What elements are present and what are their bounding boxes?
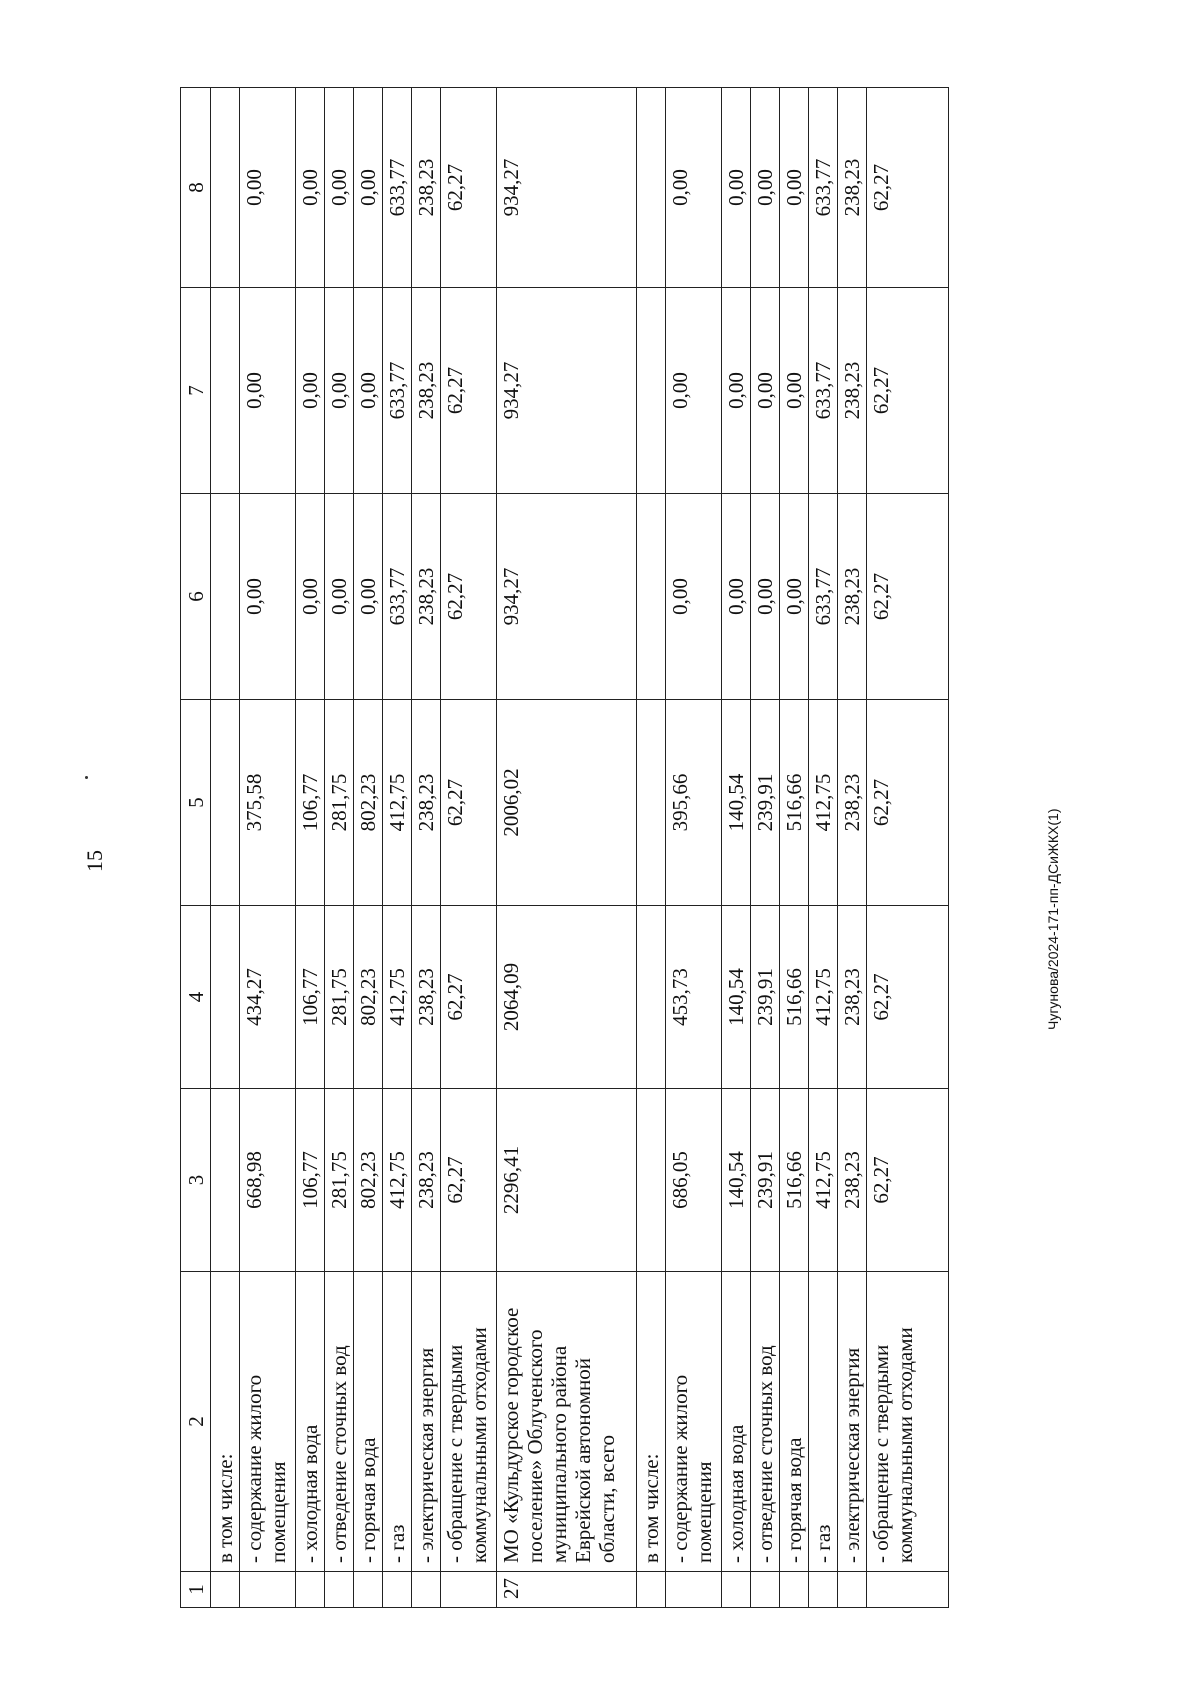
- value-cell: 0,00: [722, 88, 751, 288]
- value-cell: 0,00: [240, 494, 296, 700]
- value-cell: 62,27: [867, 494, 949, 700]
- table-row: [637, 88, 666, 1608]
- value-cell: 106,77: [296, 906, 325, 1089]
- value-cell: [211, 1089, 240, 1272]
- value-cell: 239,91: [751, 906, 780, 1089]
- value-cell: 238,23: [838, 288, 867, 494]
- value-cell: 238,23: [412, 288, 441, 494]
- value-cell: 0,00: [666, 88, 722, 288]
- value-cell: 934,27: [497, 88, 637, 288]
- value-cell: 686,05: [666, 1089, 722, 1272]
- header-row: [181, 88, 211, 1608]
- value-cell: [637, 1089, 666, 1272]
- table-row: [809, 88, 838, 1608]
- value-cell: 62,27: [867, 1089, 949, 1272]
- table-row: [780, 88, 809, 1608]
- value-cell: 434,27: [240, 906, 296, 1089]
- indicator-name-cell: - горячая вода: [354, 1272, 383, 1572]
- value-cell: 140,54: [722, 906, 751, 1089]
- value-cell: 0,00: [780, 288, 809, 494]
- value-cell: 238,23: [412, 700, 441, 906]
- value-cell: [637, 494, 666, 700]
- row-number-cell: [354, 1572, 383, 1608]
- value-cell: 106,77: [296, 700, 325, 906]
- table-body: [181, 88, 949, 1608]
- row-number-cell: [838, 1572, 867, 1608]
- indicator-name-cell: - обращение с твердыми коммунальными отходами: [867, 1272, 949, 1572]
- indicator-name-cell: - отведение сточных вод: [751, 1272, 780, 1572]
- value-cell: 395,66: [666, 700, 722, 906]
- value-cell: [637, 906, 666, 1089]
- row-number-cell: [867, 1572, 949, 1608]
- value-cell: 633,77: [383, 494, 412, 700]
- value-cell: 0,00: [722, 288, 751, 494]
- value-cell: [211, 906, 240, 1089]
- value-cell: 633,77: [383, 288, 412, 494]
- scan-speck: [85, 776, 88, 779]
- value-cell: 633,77: [809, 494, 838, 700]
- value-cell: 2296,41: [497, 1089, 637, 1272]
- row-number-cell: 27: [497, 1572, 637, 1608]
- value-cell: 238,23: [838, 906, 867, 1089]
- value-cell: 516,66: [780, 1089, 809, 1272]
- row-number-cell: [637, 1572, 666, 1608]
- value-cell: 0,00: [751, 88, 780, 288]
- table-row: [722, 88, 751, 1608]
- value-cell: [211, 700, 240, 906]
- value-cell: 239,91: [751, 700, 780, 906]
- table-row: [240, 88, 296, 1608]
- value-cell: 0,00: [296, 494, 325, 700]
- indicator-name-cell: - электрическая энергия: [412, 1272, 441, 1572]
- value-cell: 0,00: [780, 494, 809, 700]
- value-cell: 238,23: [838, 494, 867, 700]
- table-row: [867, 88, 949, 1608]
- value-cell: 62,27: [441, 88, 497, 288]
- value-cell: 668,98: [240, 1089, 296, 1272]
- value-cell: 62,27: [441, 906, 497, 1089]
- indicator-name-cell: - содержание жилого помещения: [666, 1272, 722, 1572]
- indicator-name-cell: в том числе:: [211, 1272, 240, 1572]
- rotated-table-container: [180, 88, 1080, 1608]
- value-cell: 140,54: [722, 1089, 751, 1272]
- value-cell: 453,73: [666, 906, 722, 1089]
- value-cell: 0,00: [780, 88, 809, 288]
- value-cell: 62,27: [441, 288, 497, 494]
- value-cell: 412,75: [809, 906, 838, 1089]
- row-number-cell: [383, 1572, 412, 1608]
- row-number-cell: [412, 1572, 441, 1608]
- value-cell: 0,00: [296, 288, 325, 494]
- value-cell: 239,91: [751, 1089, 780, 1272]
- value-cell: 0,00: [354, 88, 383, 288]
- value-cell: 802,23: [354, 906, 383, 1089]
- header-cell: 5: [181, 700, 211, 906]
- value-cell: [637, 288, 666, 494]
- value-cell: 62,27: [441, 1089, 497, 1272]
- value-cell: 0,00: [325, 288, 354, 494]
- document-footer: Чугунова/2024-171-пп-ДСиЖКХ(1): [1045, 808, 1061, 1030]
- value-cell: 412,75: [383, 700, 412, 906]
- value-cell: 238,23: [412, 906, 441, 1089]
- value-cell: 375,58: [240, 700, 296, 906]
- value-cell: 412,75: [809, 700, 838, 906]
- value-cell: [637, 700, 666, 906]
- value-cell: 0,00: [354, 288, 383, 494]
- row-number-cell: [441, 1572, 497, 1608]
- value-cell: 516,66: [780, 700, 809, 906]
- value-cell: 62,27: [867, 906, 949, 1089]
- table-row: [383, 88, 412, 1608]
- header-cell: 2: [181, 1272, 211, 1572]
- indicator-name-cell: - отведение сточных вод: [325, 1272, 354, 1572]
- value-cell: [211, 88, 240, 288]
- value-cell: 0,00: [751, 494, 780, 700]
- value-cell: 0,00: [666, 288, 722, 494]
- table-row: [354, 88, 383, 1608]
- table-row: [441, 88, 497, 1608]
- header-cell: 4: [181, 906, 211, 1089]
- value-cell: 0,00: [240, 88, 296, 288]
- value-cell: 0,00: [325, 494, 354, 700]
- indicator-name-cell: - газ: [383, 1272, 412, 1572]
- value-cell: 238,23: [412, 494, 441, 700]
- indicator-name-cell: МО «Кульдурское городское поселение» Облученского муниципального района Еврейской автономной области, всего: [497, 1272, 637, 1572]
- value-cell: 238,23: [838, 700, 867, 906]
- value-cell: 633,77: [809, 88, 838, 288]
- indicator-name-cell: - холодная вода: [296, 1272, 325, 1572]
- value-cell: 62,27: [441, 494, 497, 700]
- header-cell: 1: [181, 1572, 211, 1608]
- value-cell: 62,27: [867, 700, 949, 906]
- value-cell: 62,27: [867, 288, 949, 494]
- indicator-name-cell: - обращение с твердыми коммунальными отходами: [441, 1272, 497, 1572]
- row-number-cell: [722, 1572, 751, 1608]
- table-row: [497, 88, 637, 1608]
- value-cell: 0,00: [240, 288, 296, 494]
- value-cell: 934,27: [497, 494, 637, 700]
- value-cell: 238,23: [412, 88, 441, 288]
- value-cell: 238,23: [838, 88, 867, 288]
- value-cell: 281,75: [325, 1089, 354, 1272]
- page-number: 15: [82, 850, 107, 872]
- value-cell: 0,00: [751, 288, 780, 494]
- value-cell: 62,27: [441, 700, 497, 906]
- value-cell: 62,27: [867, 88, 949, 288]
- row-number-cell: [240, 1572, 296, 1608]
- row-number-cell: [296, 1572, 325, 1608]
- table-row: [751, 88, 780, 1608]
- indicator-name-cell: - горячая вода: [780, 1272, 809, 1572]
- value-cell: [637, 88, 666, 288]
- value-cell: [211, 494, 240, 700]
- value-cell: 412,75: [383, 1089, 412, 1272]
- table-row: [412, 88, 441, 1608]
- header-cell: 3: [181, 1089, 211, 1272]
- value-cell: 0,00: [325, 88, 354, 288]
- row-number-cell: [751, 1572, 780, 1608]
- header-cell: 7: [181, 288, 211, 494]
- header-cell: 6: [181, 494, 211, 700]
- tariff-table: [180, 87, 949, 1608]
- value-cell: 633,77: [383, 88, 412, 288]
- row-number-cell: [666, 1572, 722, 1608]
- value-cell: 281,75: [325, 906, 354, 1089]
- value-cell: 106,77: [296, 1089, 325, 1272]
- value-cell: 633,77: [809, 288, 838, 494]
- value-cell: 412,75: [383, 906, 412, 1089]
- value-cell: 238,23: [838, 1089, 867, 1272]
- indicator-name-cell: - электрическая энергия: [838, 1272, 867, 1572]
- row-number-cell: [325, 1572, 354, 1608]
- header-cell: 8: [181, 88, 211, 288]
- value-cell: 802,23: [354, 1089, 383, 1272]
- table-row: [296, 88, 325, 1608]
- row-number-cell: [780, 1572, 809, 1608]
- indicator-name-cell: в том числе:: [637, 1272, 666, 1572]
- indicator-name-cell: - содержание жилого помещения: [240, 1272, 296, 1572]
- value-cell: 412,75: [809, 1089, 838, 1272]
- indicator-name-cell: - газ: [809, 1272, 838, 1572]
- table-row: [666, 88, 722, 1608]
- value-cell: 0,00: [296, 88, 325, 288]
- value-cell: 516,66: [780, 906, 809, 1089]
- row-number-cell: [809, 1572, 838, 1608]
- value-cell: 802,23: [354, 700, 383, 906]
- table-row: [838, 88, 867, 1608]
- value-cell: 140,54: [722, 700, 751, 906]
- value-cell: 0,00: [666, 494, 722, 700]
- value-cell: [211, 288, 240, 494]
- value-cell: 0,00: [354, 494, 383, 700]
- value-cell: 0,00: [722, 494, 751, 700]
- value-cell: 2006,02: [497, 700, 637, 906]
- row-number-cell: [211, 1572, 240, 1608]
- value-cell: 2064,09: [497, 906, 637, 1089]
- value-cell: 281,75: [325, 700, 354, 906]
- table-row: [325, 88, 354, 1608]
- indicator-name-cell: - холодная вода: [722, 1272, 751, 1572]
- value-cell: 238,23: [412, 1089, 441, 1272]
- table-row: [211, 88, 240, 1608]
- value-cell: 934,27: [497, 288, 637, 494]
